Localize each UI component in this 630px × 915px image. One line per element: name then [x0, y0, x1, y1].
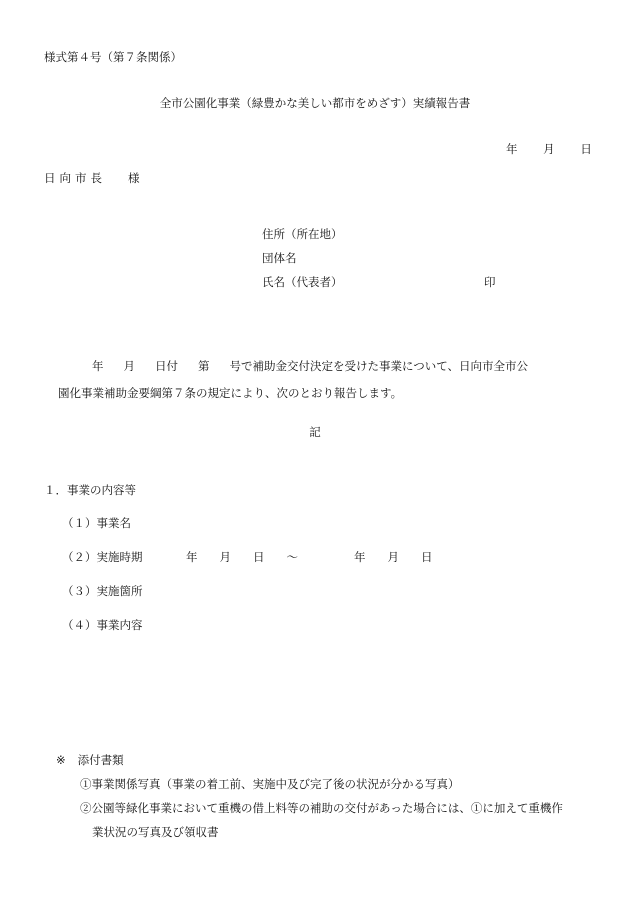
- date-month: 月: [543, 142, 555, 156]
- body-year: 年: [92, 359, 104, 373]
- body-line-1-rest: 号で補助金交付決定を受けた事業について、日向市全市公: [229, 359, 529, 373]
- body-month: 月: [123, 359, 135, 373]
- group-name-label: 団体名: [262, 251, 297, 265]
- body-day-dated: 日付: [155, 359, 178, 373]
- attachment-item-1: ①事業関係写真（事業の着工前、実施中及び完了後の状況が分かる写真）: [80, 777, 460, 791]
- section-1-heading: １．事業の内容等: [44, 483, 136, 497]
- body-paragraph: [44, 353, 592, 407]
- note-mark: ※: [56, 753, 66, 767]
- addressee-honorific: 様: [128, 171, 140, 185]
- attachment-item-2: ②公園等緑化事業において重機の借上料等の補助の交付があった場合には、①に加えて重機作: [80, 801, 563, 815]
- period-month-start: 月: [219, 550, 231, 564]
- form-number: 様式第４号（第７条関係）: [44, 50, 182, 64]
- date-day: 日: [580, 142, 592, 156]
- addressee: [44, 173, 140, 185]
- period-month-end: 月: [387, 550, 399, 564]
- body-line-1: [44, 353, 592, 380]
- item-implementation-period: （２）実施時期: [62, 550, 143, 564]
- document-title: 全市公園化事業（緑豊かな美しい都市をめざす）実績報告書: [159, 96, 471, 110]
- attachment-item-2-continued: 業状況の写真及び領収書: [92, 825, 219, 839]
- addressee-mayor: 日向市長: [44, 171, 106, 185]
- seal-mark: 印: [484, 275, 496, 289]
- date-year: 年: [506, 142, 518, 156]
- date-line: [506, 144, 592, 156]
- ki-heading: 記: [309, 425, 321, 439]
- period-day-end: 日: [421, 550, 433, 564]
- item-project-name: （１）事業名: [62, 516, 131, 530]
- item-project-content: （４）事業内容: [62, 618, 143, 632]
- body-dai: 第: [198, 359, 210, 373]
- representative-label: 氏名（代表者）: [262, 275, 343, 289]
- item-location: （３）実施箇所: [62, 584, 143, 598]
- period-year-start: 年: [186, 550, 198, 564]
- period-tilde: ～: [286, 550, 298, 564]
- period-day-start: 日: [253, 550, 265, 564]
- attachments-heading: [56, 755, 124, 767]
- address-label: 住所（所在地）: [262, 227, 343, 241]
- body-line-2: 園化事業補助金要綱第７条の規定により、次のとおり報告します。: [58, 386, 403, 400]
- period-year-end: 年: [354, 550, 366, 564]
- attachments-heading-label: 添付書類: [77, 753, 124, 767]
- implementation-period-range: [186, 552, 433, 564]
